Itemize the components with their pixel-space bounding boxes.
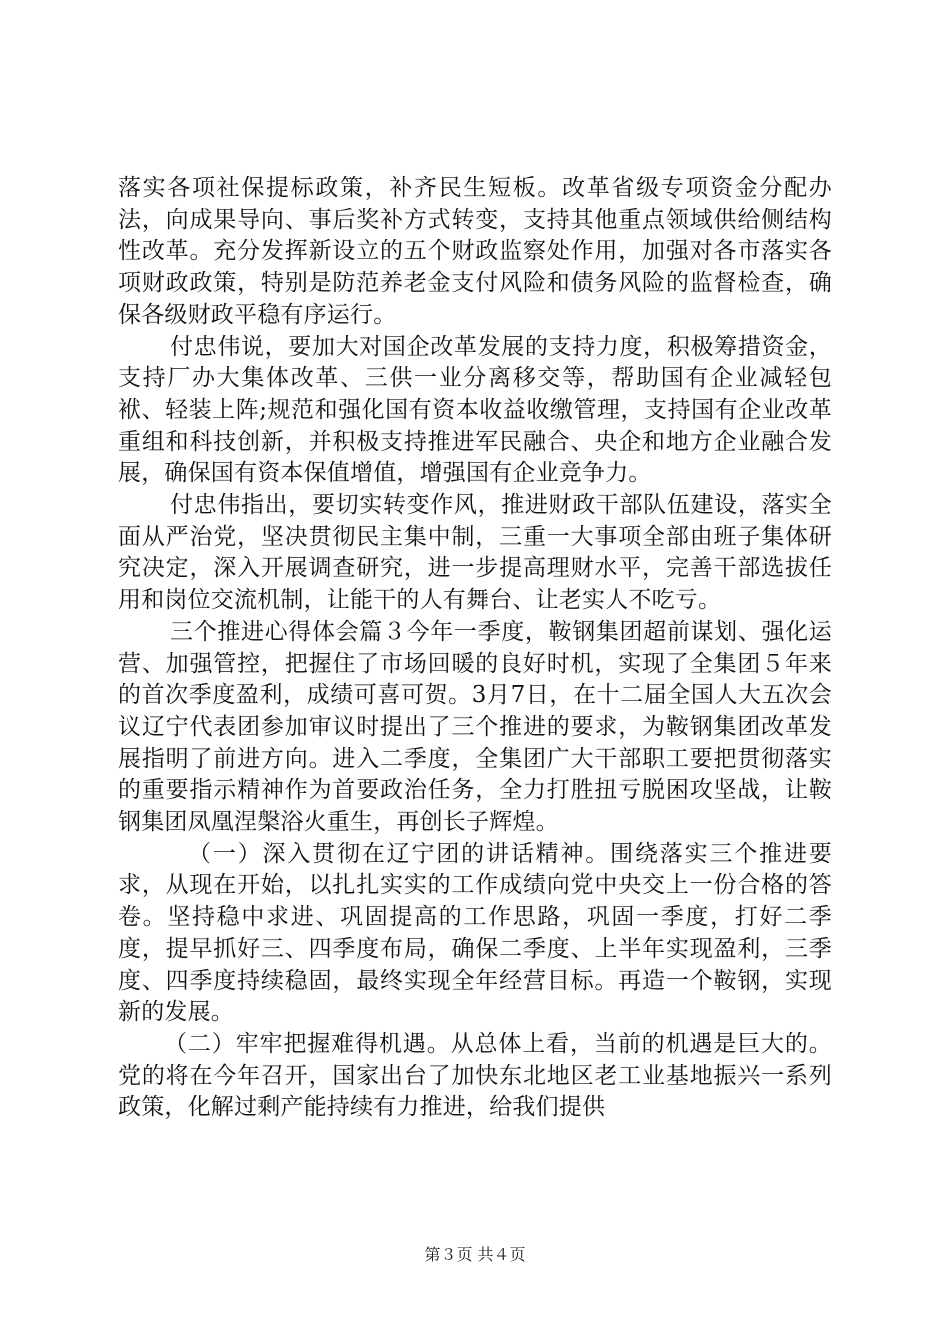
paragraph-6: （二）牢牢把握难得机遇。从总体上看，当前的机遇是巨大的。党的将在今年召开，国家出台了加快东北地区老工业基地振兴一系列政策，化解过剩产能持续有力推进，给我们提供 [118,1030,832,1121]
document-body [118,173,832,1124]
page-footer: 第３页 共４页 [424,1245,526,1264]
paragraph-2: 付忠伟说，要加大对国企改革发展的支持力度，积极筹措资金，支持厂办大集体改革、三供一业分离移交等，帮助国有企业减轻包袱、轻装上阵;规范和强化国有资本收益收缴管理，支持国有企业改革重组和科技创新，并积极支持推进军民融合、央企和地方企业融合发展，确保国有资本保值增值，增强国有企业竞争力。 [118,333,832,487]
paragraph-5: （一）深入贯彻在辽宁团的讲话精神。围绕落实三个推进要求，从现在开始，以扎扎实实的工作成绩向党中央交上一份合格的答卷。坚持稳中求进、巩固提高的工作思路，巩固一季度，打好二季度，提早抓好三、四季度布局，确保二季度、上半年实现盈利，三季度、四季度持续稳固，最终实现全年经营目标。再造一个鞍钢，实现新的发展。 [118,840,832,1026]
paragraph-3: 付忠伟指出，要切实转变作风，推进财政干部队伍建设，落实全面从严治党，坚决贯彻民主集中制，三重一大事项全部由班子集体研究决定，深入开展调查研究，进一步提高理财水平，完善干部选拔任用和岗位交流机制，让能干的人有舞台、让老实人不吃亏。 [118,492,832,614]
paragraph-4: 三个推进心得体会篇３今年一季度，鞍钢集团超前谋划、强化运营、加强管控，把握住了市场回暖的良好时机，实现了全集团５年来的首次季度盈利，成绩可喜可贺。3月7日，在十二届全国人大五次会议辽宁代表团参加审议时提出了三个推进的要求，为鞍钢集团改革发展指明了前进方向。进入二季度，全集团广大干部职工要把贯彻落实的重要指示精神作为首要政治任务，全力打胜扭亏脱困攻坚战，让鞍钢集团凤凰涅槃浴火重生，再创长子辉煌。 [118,618,832,836]
paragraph-1: 落实各项社保提标政策，补齐民生短板。改革省级专项资金分配办法，向成果导向、事后奖补方式转变，支持其他重点领域供给侧结构性改革。充分发挥新设立的五个财政监察处作用，加强对各市落实各项财政政策，特别是防范养老金支付风险和债务风险的监督检查，确保各级财政平稳有序运行。 [118,175,832,328]
